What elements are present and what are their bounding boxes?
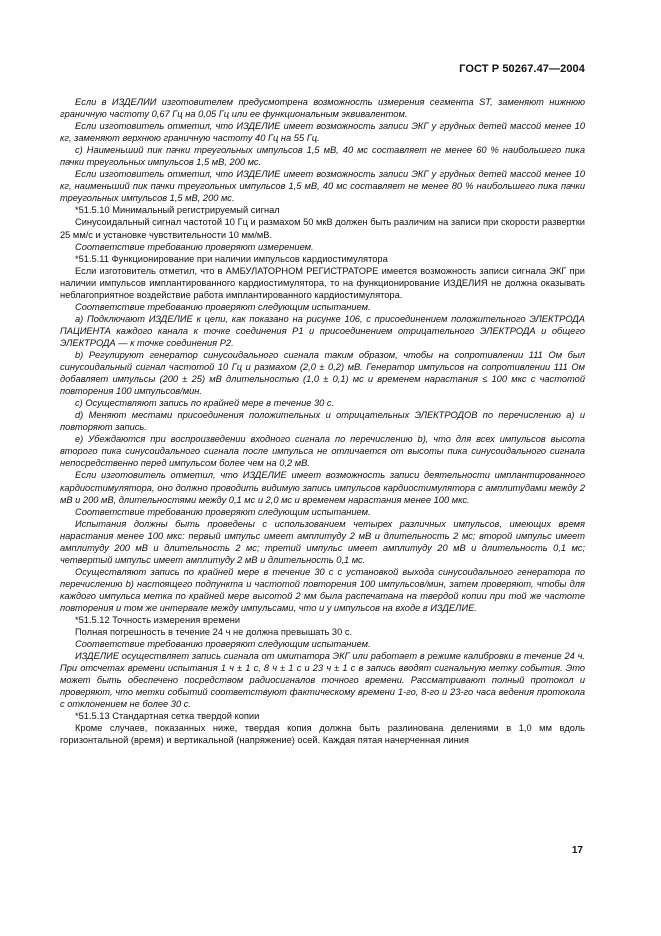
document-body: [60, 96, 585, 747]
paragraph: Соответствие требованию проверяют измерением.: [75, 241, 314, 252]
paragraph: Соответствие требованию проверяют следующим испытанием.: [75, 639, 371, 650]
section-heading: *51.5.11 Функционирование при наличии импульсов кардиостимулятора: [75, 253, 388, 264]
paragraph: b) Регулируют генератор синусоидального сигнала таким образом, чтобы на сопротивлении 111 Ом был синусоидальный сигнал частотой 10 Гц и размахом (2,0 ± 0,2) мВ. Генератор импульсов на сопротивлении 111 Ом добавляет импульсы (200 ± 25) мВ длительностью (1,0 ± 0,1) мс и временем нарастания ≤ 100 мкс с частотой повторения 100 импульсов/мин.: [60, 349, 585, 397]
paragraph: Если изготовитель отметил, что ИЗДЕЛИЕ имеет возможность записи ЭКГ у грудных детей массой менее 10 кг, наименьший пик пачки треугольных импульсов 1,5 мВ, 40 мс составляет не менее 80 % наибольшего пика пачки треугольных импульсов 1,5 мВ, 200 мс.: [60, 169, 585, 204]
page-number: 17: [571, 845, 583, 856]
paragraph: Если изготовитель отметил, что в АМБУЛАТОРНОМ РЕГИСТРАТОРЕ имеется возможность записи сигнала ЭКГ при наличии импульсов имплантированного кардиостимулятора, то на функционирование ИЗДЕЛИЯ не должна оказывать неблагоприятное воздействие работа имплантированного кардиостимулятора.: [60, 265, 585, 300]
paragraph: Синусоидальный сигнал частотой 10 Гц и размахом 50 мкВ должен быть различим на записи при скорости развертки 25 мм/с и установке чувствительности 10 мм/мВ.: [60, 217, 585, 240]
paragraph: Если изготовитель отметил, что ИЗДЕЛИЕ имеет возможность записи деятельности имплантированного кардиостимулятора, оно должно проводить видимую запись импульсов кардиостимулятора с амплитудами между 2 мВ и 200 мВ, длительностями между 0,1 мс и 2,0 мс и временем нарастания менее 100 мкс.: [60, 470, 585, 505]
section-heading: *51.5.10 Минимальный регистрируемый сигнал: [75, 205, 280, 216]
paragraph: Если изготовитель отметил, что ИЗДЕЛИЕ имеет возможность записи ЭКГ у грудных детей массой менее 10 кг, заменяют верхнюю граничную частоту 40 Гц на 55 Гц.: [60, 121, 585, 144]
section-heading: *51.5.13 Стандартная сетка твердой копии: [75, 711, 260, 722]
paragraph: Соответствие требованию проверяют следующим испытанием.: [75, 301, 371, 312]
paragraph: Кроме случаев, показанных ниже, твердая копия должна быть разлинована делениями в 1,0 мм вдоль горизонтальной (время) и вертикальной (напряжение) осей. Каждая пятая начерченная линия: [60, 723, 585, 746]
paragraph: Полная погрешность в течение 24 ч не должна превышать 30 с.: [75, 627, 353, 638]
paragraph: Соответствие требованию проверяют следующим испытанием.: [75, 506, 371, 517]
paragraph: d) Меняют местами присоединения положительных и отрицательных ЭЛЕКТРОДОВ по перечислению а) и повторяют запись.: [60, 410, 585, 433]
paragraph: Испытания должны быть проведены с использованием четырех различных импульсов, имеющих время нарастания менее 100 мкс: первый импульс имеет амплитуду 2 мВ и длительность 2 мс; второй импульс имеет амплитуду 200 мВ и длительность 2 мс; третий импульс имеет амплитуду 20 мВ и длительность 0,1 мс; четвертый импульс имеет амплитуду 2 мВ и длительность 0,1 мс.: [60, 518, 585, 565]
paragraph: с) Наименьший пик пачки треугольных импульсов 1,5 мВ, 40 мс составляет не менее 60 % наибольшего пика пачки треугольных импульсов 1,5 мВ, 200 мс.: [60, 145, 585, 168]
paragraph: Осуществляют запись по крайней мере в течение 30 с с установкой выхода синусоидального генератора по перечислению b) настоящего подпункта и частотой повторения 100 импульсов/мин, затем проверяют, чтобы для каждого импульса метка по крайней мере высотой 2 мм была распечатана на твердой копии при той же частоте повторения и том же интервале между импульсами, что и у импульсов на входе в ИЗДЕЛИЕ.: [60, 566, 585, 613]
section-heading: *51.5.12 Точность измерения времени: [75, 615, 241, 626]
document-header: ГОСТ Р 50267.47—2004: [459, 63, 585, 75]
paragraph: Если в ИЗДЕЛИИ изготовителем предусмотрена возможность измерения сегмента ST, заменяют нижнюю граничную частоту 0,67 Гц на 0,05 Гц или ее функциональным эквивалентом.: [60, 97, 585, 120]
paragraph: с) Осуществляют запись по крайней мере в течение 30 с.: [75, 398, 335, 409]
paragraph: ИЗДЕЛИЕ осуществляет запись сигнала от имитатора ЭКГ или работает в режиме калибровки в течение 24 ч. При отсчетах времени испытания 1 ч ± 1 с, 8 ч ± 1 с и 23 ч ± 1 с в запись вводят сигнальную метку события. Это может быть обеспечено посредством радиосигналов точного времени. Рассматривают полный протокол и проверяют, что метки событий соответствуют фактическому времени 1-го, 8-го и 23-го часа ведения протокола с отклонением не более 30 с.: [60, 651, 585, 710]
paragraph: а) Подключают ИЗДЕЛИЕ к цепи, как показано на рисунке 106, с присоединением положительного ЭЛЕКТРОДА ПАЦИЕНТА каждого канала к точке соединения Р1 и присоединением отрицательного ЭЛЕКТРОДА и общего ЭЛЕКТРОДА — к точке соединения Р2.: [60, 313, 585, 348]
paragraph: е) Убеждаются при воспроизведении входного сигнала по перечислению b), что для всех импульсов высота второго пика синусоидального сигнала после импульса не отличается от высоты пика синусоидального сигнала непосредственно перед импульсом более чем на 0,2 мВ.: [60, 434, 585, 469]
